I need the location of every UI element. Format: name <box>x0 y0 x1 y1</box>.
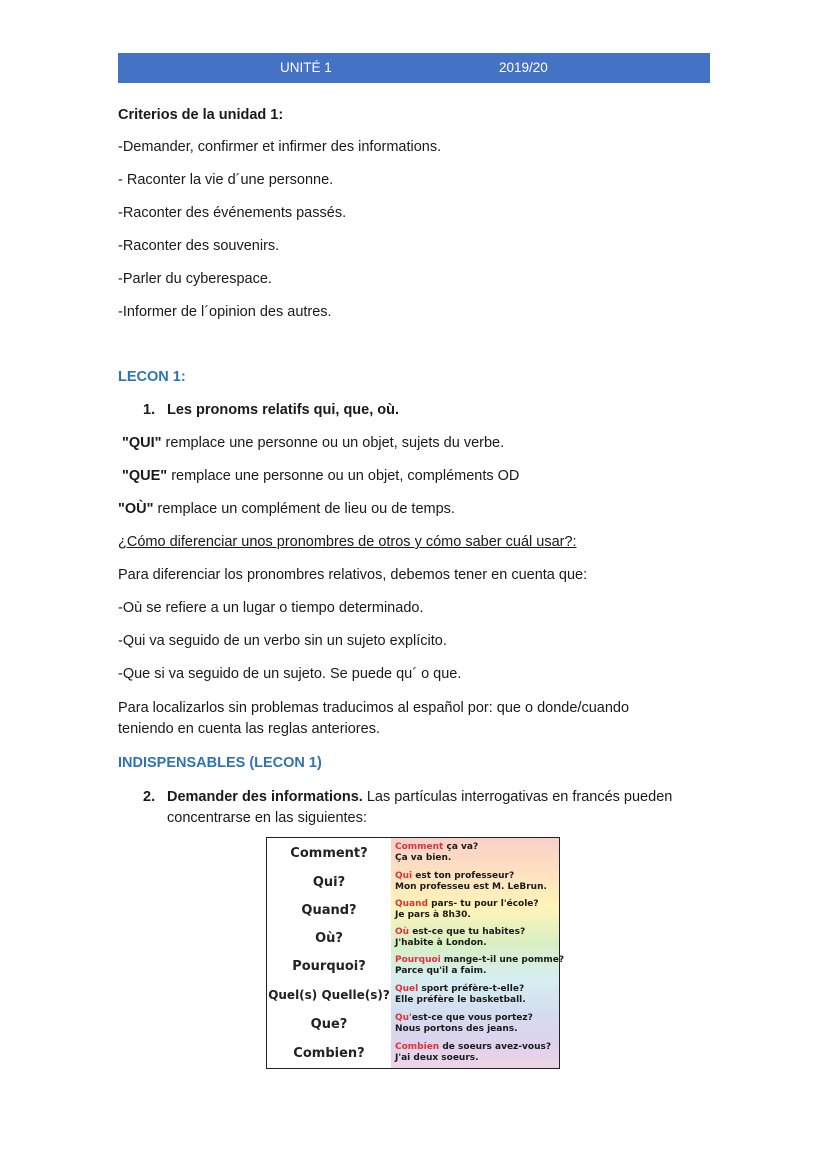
criteria-item: - Raconter la vie d´une personne. <box>118 172 334 188</box>
example <box>395 927 525 948</box>
point2-text: Las partículas interrogativas en francés pueden <box>362 789 673 805</box>
question-word: Qui? <box>312 875 346 890</box>
ou-text: remplace un complément de lieu ou de temps. <box>153 501 455 517</box>
intro-line: Para diferenciar los pronombres relativos, debemos tener en cuenta que: <box>118 567 588 583</box>
criteria-item: -Raconter des souvenirs. <box>118 238 280 254</box>
qui-term: "QUI" <box>122 435 162 451</box>
table-row <box>267 981 559 1010</box>
que-term: "QUE" <box>122 468 168 484</box>
table-row <box>267 924 559 953</box>
point1-heading <box>143 401 399 419</box>
question-word: Que? <box>310 1017 348 1032</box>
example-question: mange-t-il une pomme? <box>440 955 565 965</box>
criteria-item: -Parler du cyberespace. <box>118 271 272 287</box>
example-keyword: Combien <box>395 1042 440 1052</box>
table-row <box>267 1039 559 1068</box>
example-keyword: Qui <box>395 871 413 881</box>
example-question: de soeurs avez-vous? <box>439 1042 552 1052</box>
qui-text: remplace une personne ou un objet, sujets du verbe. <box>161 435 505 451</box>
rule-item: -Où se refiere a un lugar o tiempo determinado. <box>118 600 424 616</box>
question-word: Pourquoi? <box>292 959 366 974</box>
question-words-table <box>266 837 565 1069</box>
table-row <box>267 896 559 925</box>
criteria-item: -Demander, confirmer et infirmer des informations. <box>118 139 442 155</box>
unit-label: UNITÉ 1 <box>280 60 332 75</box>
point2-text-cont: concentrarse en las siguientes: <box>167 810 367 826</box>
example <box>395 1013 533 1034</box>
indispensables-heading: INDISPENSABLES (LECON 1) <box>118 755 322 771</box>
example-answer: J'ai deux soeurs. <box>395 1052 479 1063</box>
example-keyword: Quand <box>395 899 428 909</box>
example <box>395 955 564 976</box>
point2-number: 2. <box>143 789 156 805</box>
question-word: Où? <box>315 931 343 946</box>
question-word: Quel(s) Quelle(s)? <box>268 988 390 1002</box>
rule-item: -Que si va seguido de un sujeto. Se puede qu´ o que. <box>118 666 462 682</box>
example-answer: J'habite à London. <box>395 937 487 948</box>
translate-line: Para localizarlos sin problemas traducimos al español por: que o donde/cuando <box>118 700 630 716</box>
example-keyword: Où <box>395 927 410 937</box>
example-keyword: Comment <box>395 842 444 852</box>
qui-definition <box>122 434 504 452</box>
que-text: remplace une personne ou un objet, compléments OD <box>167 468 520 484</box>
table-row <box>267 868 559 897</box>
point2-paragraph <box>143 788 672 806</box>
example-answer: Mon professeu est M. LeBrun. <box>395 881 547 892</box>
year-label: 2019/20 <box>499 60 548 75</box>
point1-number: 1. <box>143 402 156 418</box>
rule-item: -Qui va seguido de un verbo sin un sujeto explícito. <box>118 633 447 649</box>
question-word: Combien? <box>293 1046 365 1061</box>
example-answer: Parce qu'il a faim. <box>395 965 487 976</box>
table-row <box>267 839 559 868</box>
example-question: est ton professeur? <box>412 871 515 881</box>
que-definition <box>122 467 519 485</box>
lecon1-heading: LECON 1: <box>118 369 186 385</box>
criteria-item: -Informer de l´opinion des autres. <box>118 304 332 320</box>
table-row <box>267 1010 559 1039</box>
table-row <box>267 952 565 981</box>
example-answer: Je pars à 8h30. <box>395 909 471 920</box>
criteria-title: Criterios de la unidad 1: <box>118 107 284 123</box>
example-answer: Ça va bien. <box>395 852 452 863</box>
example <box>395 871 547 892</box>
example-question: sport préfère-t-elle? <box>418 984 525 994</box>
example <box>395 842 478 863</box>
example <box>395 899 539 920</box>
example-question: ça va? <box>443 842 479 852</box>
example-question: pars- tu pour l'école? <box>427 899 539 909</box>
example-keyword: Pourquoi <box>395 955 441 965</box>
example <box>395 1042 551 1063</box>
header-bar <box>118 53 710 83</box>
ou-term: "OÙ" <box>118 501 154 517</box>
translate-line: teniendo en cuenta las reglas anteriores. <box>118 721 380 737</box>
example-keyword: Qu' <box>395 1013 412 1023</box>
example <box>395 984 526 1005</box>
point1-title: Les pronoms relatifs qui, que, où. <box>167 402 400 418</box>
question-line: ¿Cómo diferenciar unos pronombres de otros y cómo saber cuál usar?: <box>118 534 577 550</box>
question-word: Comment? <box>290 846 368 861</box>
example-answer: Nous portons des jeans. <box>395 1023 518 1034</box>
example-answer: Elle préfère le basketball. <box>395 994 526 1005</box>
criteria-item: -Raconter des événements passés. <box>118 205 347 221</box>
point2-title: Demander des informations. <box>167 789 363 805</box>
question-word: Quand? <box>301 903 357 918</box>
example-question: est-ce que vous portez? <box>411 1013 533 1023</box>
example-question: est-ce que tu habites? <box>409 927 526 937</box>
ou-definition <box>118 500 455 518</box>
example-keyword: Quel <box>395 984 419 994</box>
